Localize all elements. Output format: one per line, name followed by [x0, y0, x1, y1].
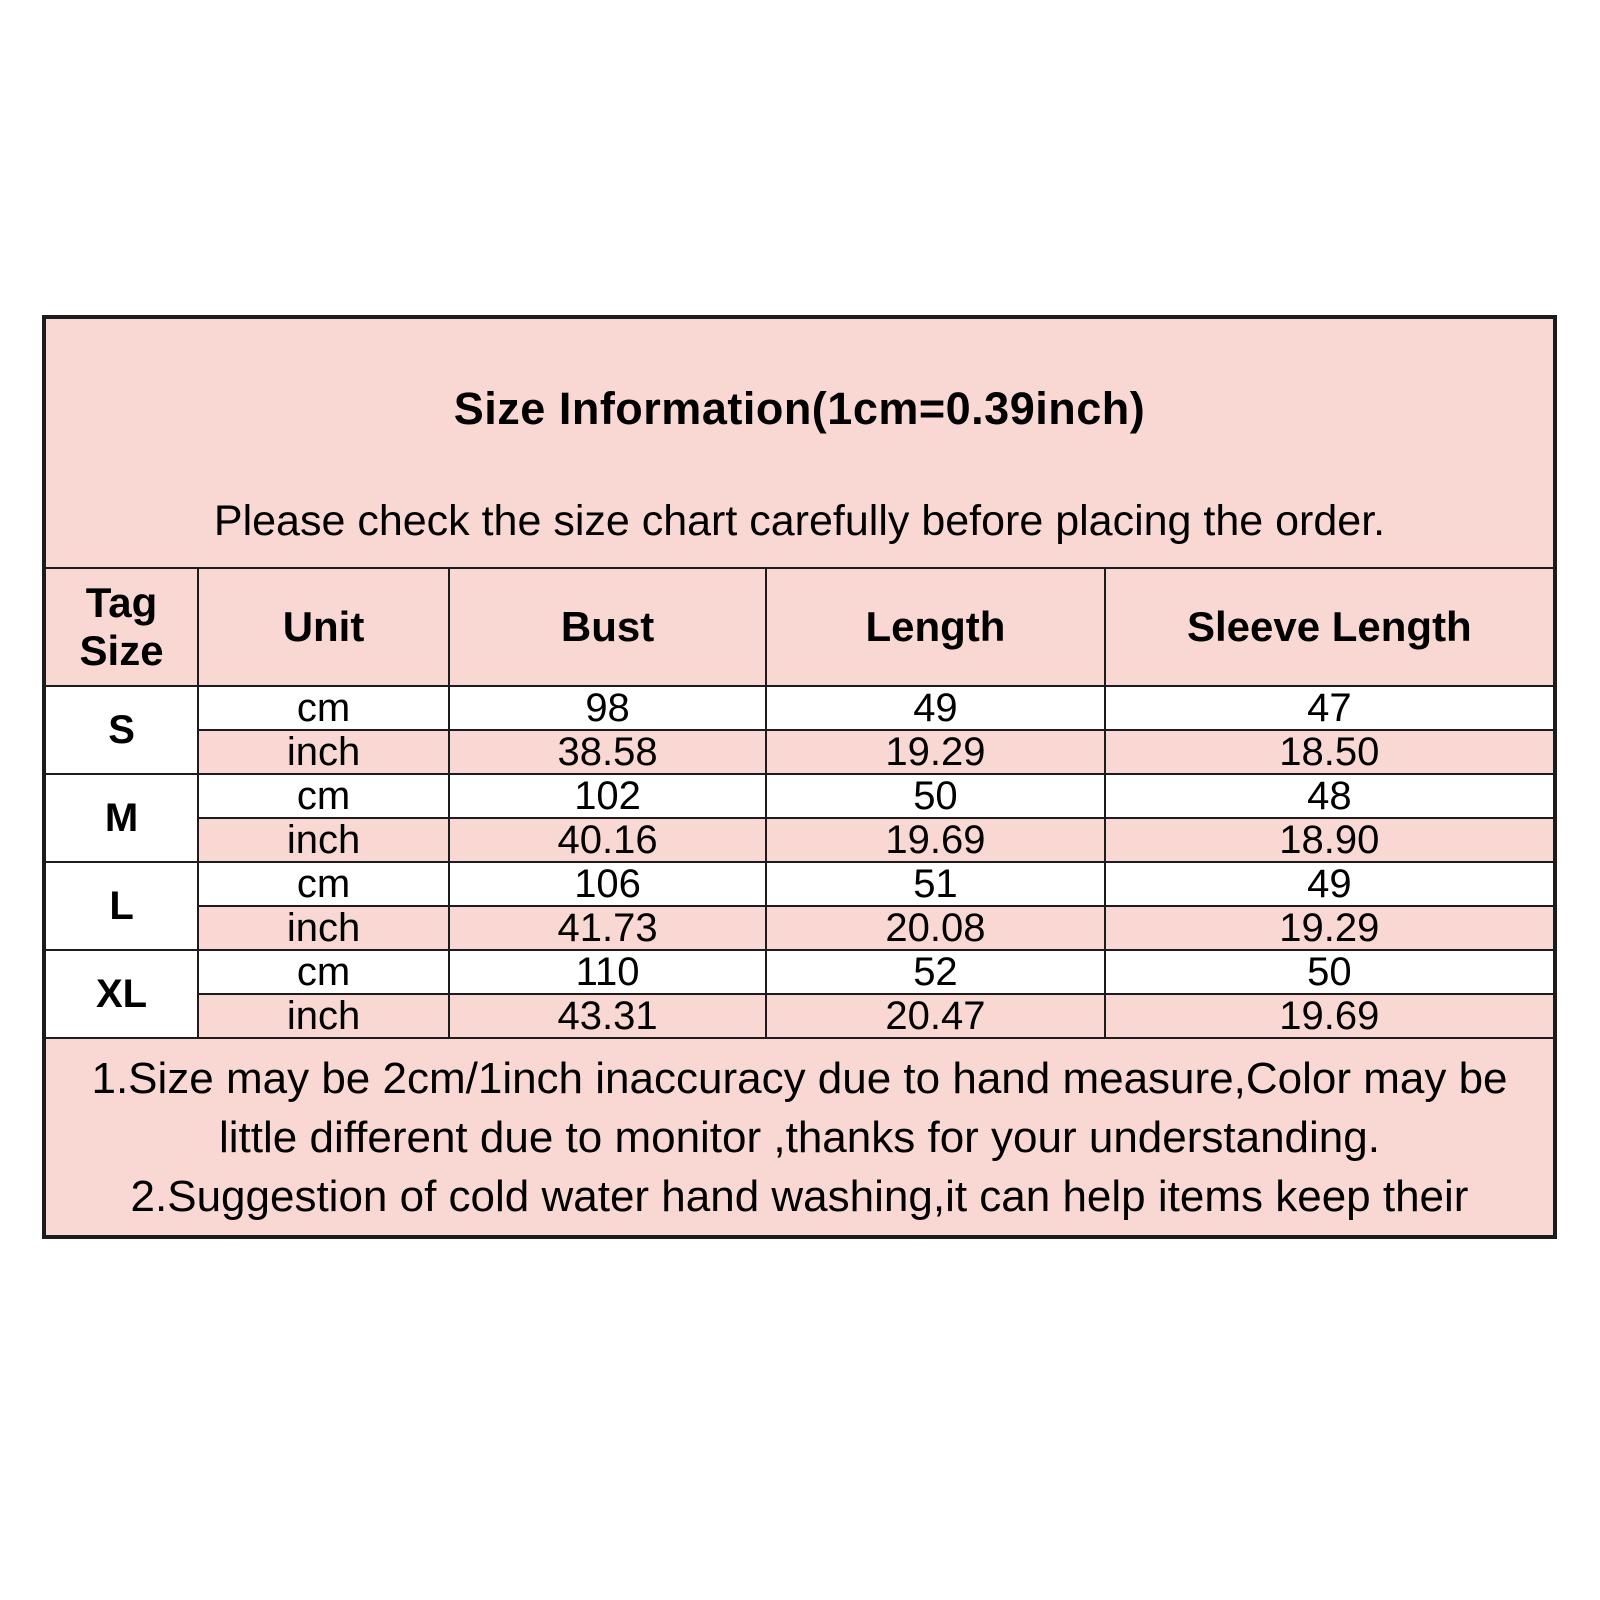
- notes-cell: [44, 1038, 1555, 1237]
- length-value: 20.47: [766, 994, 1104, 1038]
- table-row: [44, 774, 1555, 818]
- note-line: 1.Size may be 2cm/1inch inaccuracy due to hand measure,Color may be: [91, 1053, 1508, 1103]
- sleeve-value: 19.29: [1105, 906, 1555, 950]
- note-line: little different due to monitor ,thanks for your understanding.: [219, 1112, 1380, 1162]
- size-chart: [42, 315, 1557, 1239]
- size-label: XL: [44, 950, 198, 1038]
- bust-value: 41.73: [449, 906, 766, 950]
- length-value: 51: [766, 862, 1104, 906]
- unit-cell: inch: [198, 906, 449, 950]
- sleeve-value: 18.50: [1105, 730, 1555, 774]
- bust-value: 40.16: [449, 818, 766, 862]
- size-label: L: [44, 862, 198, 950]
- unit-cell: cm: [198, 950, 449, 994]
- bust-value: 38.58: [449, 730, 766, 774]
- bust-value: 98: [449, 686, 766, 730]
- table-row: [44, 686, 1555, 730]
- sleeve-value: 48: [1105, 774, 1555, 818]
- table-row: [44, 994, 1555, 1038]
- column-header-sleeve-length: Sleeve Length: [1105, 568, 1555, 686]
- table-row: [44, 862, 1555, 906]
- title-cell: [44, 317, 1555, 568]
- bust-value: 43.31: [449, 994, 766, 1038]
- unit-cell: cm: [198, 686, 449, 730]
- note-line: 2.Suggestion of cold water hand washing,it can help items keep their: [130, 1171, 1469, 1221]
- table-row: [44, 818, 1555, 862]
- size-label: S: [44, 686, 198, 774]
- length-value: 19.29: [766, 730, 1104, 774]
- notes-band: [44, 1038, 1555, 1237]
- title-band: [44, 317, 1555, 568]
- table-header-row: [44, 568, 1555, 686]
- bust-value: 110: [449, 950, 766, 994]
- length-value: 52: [766, 950, 1104, 994]
- size-chart-table: [42, 315, 1557, 1239]
- sleeve-value: 49: [1105, 862, 1555, 906]
- table-row: [44, 950, 1555, 994]
- unit-cell: cm: [198, 774, 449, 818]
- table-row: [44, 906, 1555, 950]
- unit-cell: inch: [198, 994, 449, 1038]
- length-value: 50: [766, 774, 1104, 818]
- unit-cell: inch: [198, 730, 449, 774]
- page-title: Size Information(1cm=0.39inch): [453, 382, 1146, 434]
- length-value: 49: [766, 686, 1104, 730]
- length-value: 20.08: [766, 906, 1104, 950]
- table-row: [44, 730, 1555, 774]
- bust-value: 106: [449, 862, 766, 906]
- size-label: M: [44, 774, 198, 862]
- column-header-unit: Unit: [198, 568, 449, 686]
- sleeve-value: 47: [1105, 686, 1555, 730]
- unit-cell: cm: [198, 862, 449, 906]
- length-value: 19.69: [766, 818, 1104, 862]
- bust-value: 102: [449, 774, 766, 818]
- column-header-bust: Bust: [449, 568, 766, 686]
- page-subtitle: Please check the size chart carefully before placing the order.: [213, 496, 1386, 545]
- column-header-length: Length: [766, 568, 1104, 686]
- sleeve-value: 19.69: [1105, 994, 1555, 1038]
- unit-cell: inch: [198, 818, 449, 862]
- sleeve-value: 18.90: [1105, 818, 1555, 862]
- column-header-tag-size: Tag Size: [44, 568, 198, 686]
- sleeve-value: 50: [1105, 950, 1555, 994]
